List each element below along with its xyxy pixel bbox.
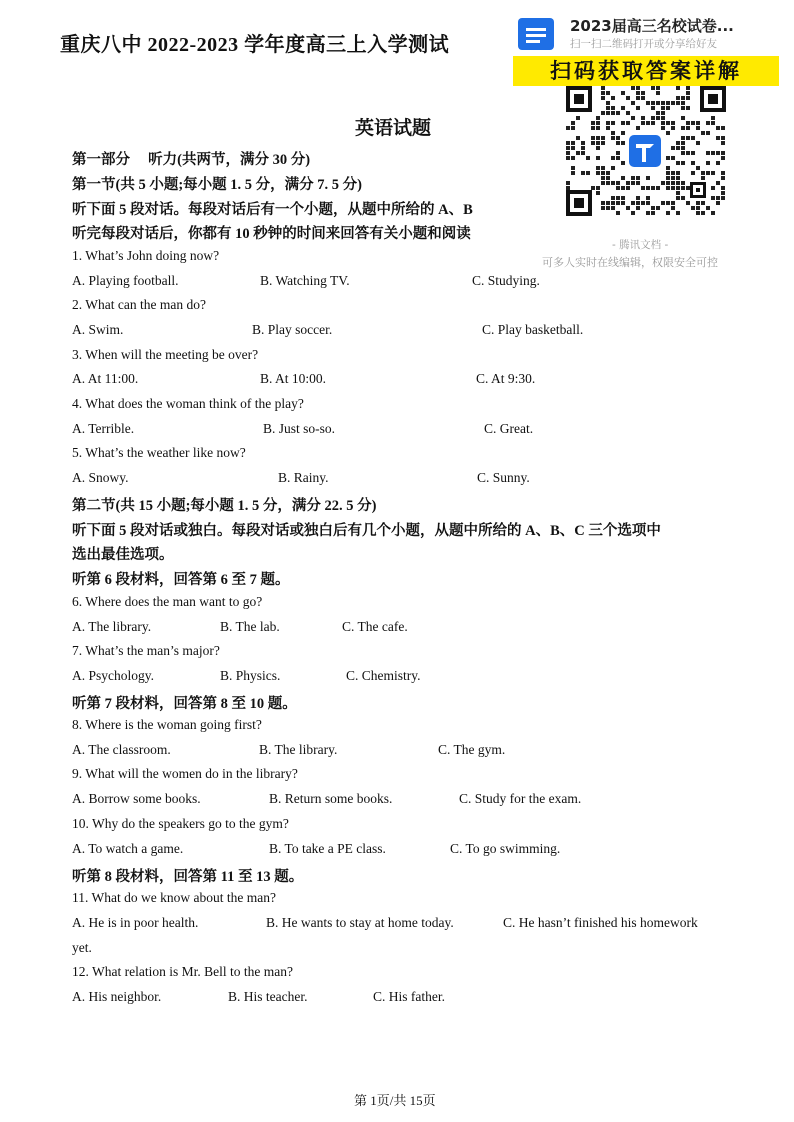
option: B. At 10:00.: [260, 371, 327, 386]
option: B. He wants to stay at home today.: [266, 915, 454, 930]
doc-note: 可多人实时在线编辑，权限安全可控: [542, 256, 718, 269]
option: B. Physics.: [220, 668, 281, 683]
option: A. Borrow some books.: [72, 791, 201, 806]
instructions: 听完每段对话后，你都有 10 秒钟的时间来回答有关小题和阅读: [72, 226, 471, 242]
option: B. To take a PE class.: [269, 841, 386, 856]
option: A. Snowy.: [72, 470, 129, 485]
option: C. At 9:30.: [476, 371, 536, 386]
option: B. His teacher.: [228, 989, 308, 1004]
option: B. Rainy.: [278, 470, 329, 485]
option: A. His neighbor.: [72, 989, 162, 1004]
question: 1. What’s John doing now?: [72, 248, 220, 263]
option: B. The lab.: [220, 619, 280, 634]
option: A. At 11:00.: [72, 371, 139, 386]
question: 10. Why do the speakers go to the gym?: [72, 816, 289, 831]
option: B. Watching TV.: [260, 273, 350, 288]
qr-code-icon[interactable]: [566, 86, 726, 216]
question: 6. Where does the man want to go?: [72, 594, 263, 609]
option: A. The library.: [72, 619, 152, 634]
option: A. Psychology.: [72, 668, 155, 683]
share-title: 2023届高三名校试卷...: [570, 17, 734, 35]
exam-title: 重庆八中 2022-2023 学年度高三上入学测试: [60, 34, 450, 56]
doc-brand: - 腾讯文档 -: [612, 239, 669, 251]
option: B. Return some books.: [269, 791, 393, 806]
option: B. Just so-so.: [263, 421, 336, 436]
question: 9. What will the women do in the library?: [72, 766, 298, 781]
option: C. Great.: [484, 421, 534, 436]
question: 8. Where is the woman going first?: [72, 717, 262, 732]
question: 11. What do we know about the man?: [72, 890, 276, 905]
material-heading: 听第 7 段材料，回答第 8 至 10 题。: [72, 696, 297, 712]
section-heading: 第一节(共 5 小题;每小题 1. 5 分，满分 7. 5 分): [72, 177, 362, 193]
material-heading: 听第 8 段材料，回答第 11 至 13 题。: [72, 869, 304, 885]
instructions: 选出最佳选项。: [72, 547, 174, 563]
document-icon: [518, 18, 554, 50]
part-heading: 第一部分 听力(共两节，满分 30 分): [72, 152, 311, 168]
option: C. Play basketball.: [482, 322, 584, 337]
question: 4. What does the woman think of the play?: [72, 396, 304, 411]
option: B. Play soccer.: [252, 322, 333, 337]
option: A. He is in poor health.: [72, 915, 199, 930]
option: A. Swim.: [72, 322, 124, 337]
option: C. Study for the exam.: [459, 791, 582, 806]
question: 2. What can the man do?: [72, 297, 206, 312]
option: C. Sunny.: [477, 470, 530, 485]
option: C. His father.: [373, 989, 445, 1004]
question: 7. What’s the man’s major?: [72, 643, 220, 658]
section-heading: 第二节(共 15 小题;每小题 1. 5 分，满分 22. 5 分): [72, 498, 377, 514]
option: C. Studying.: [472, 273, 540, 288]
instructions: 听下面 5 段对话。每段对话后有一个小题，从题中所给的 A、B: [72, 202, 473, 218]
share-subtitle: 扫一扫二维码打开或分享给好友: [570, 38, 717, 50]
share-header[interactable]: [518, 14, 780, 54]
option: C. Chemistry.: [346, 668, 421, 683]
option-continued: yet.: [72, 940, 92, 955]
option: C. The gym.: [438, 742, 506, 757]
question: 3. When will the meeting be over?: [72, 347, 259, 362]
page-number: 第 1页/共 15页: [354, 1093, 436, 1108]
answer-banner[interactable]: 扫码获取答案详解: [513, 56, 779, 86]
option: A. The classroom.: [72, 742, 171, 757]
option: C. He hasn’t finished his homework: [503, 915, 698, 930]
option: A. To watch a game.: [72, 841, 184, 856]
question: 12. What relation is Mr. Bell to the man?: [72, 964, 293, 979]
material-heading: 听第 6 段材料，回答第 6 至 7 题。: [72, 572, 290, 588]
option: A. Playing football.: [72, 273, 179, 288]
question: 5. What’s the weather like now?: [72, 445, 246, 460]
option: C. To go swimming.: [450, 841, 561, 856]
option: C. The cafe.: [342, 619, 408, 634]
option: B. The library.: [259, 742, 338, 757]
instructions: 听下面 5 段对话或独白。每段对话或独白后有几个小题，从题中所给的 A、B、C 三个选项中: [72, 523, 661, 539]
option: A. Terrible.: [72, 421, 135, 436]
subject-title: 英语试题: [355, 118, 432, 139]
